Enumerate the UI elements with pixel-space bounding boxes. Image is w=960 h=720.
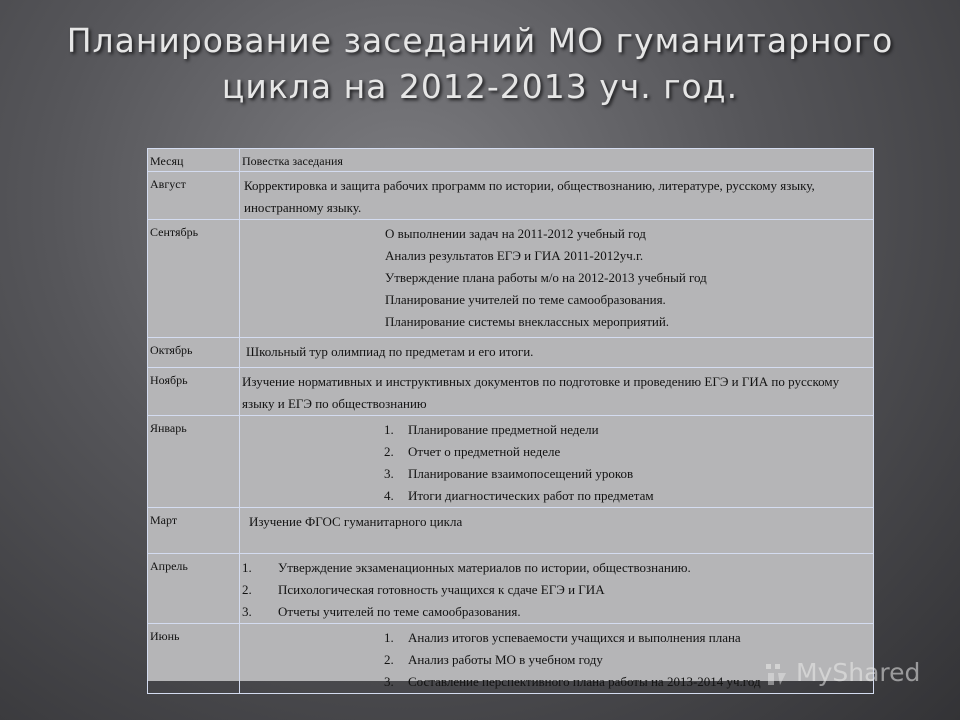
- list-item: Планирование взаимопосещений уроков: [408, 466, 634, 481]
- agenda-list: [242, 557, 871, 623]
- agenda-cell: [240, 554, 874, 624]
- list-item: Анализ результатов ЕГЭ и ГИА 2011-2012уч.г.: [385, 248, 644, 263]
- table-row: [148, 338, 874, 368]
- table-row: [148, 172, 874, 220]
- agenda-cell: Изучение нормативных и инструктивных документов по подготовке и проведению ЕГЭ и ГИА по русскому языку и ЕГЭ по обществознанию: [240, 368, 874, 416]
- list-item: Анализ работы МО в учебном году: [408, 652, 603, 667]
- slide-title: [30, 18, 930, 110]
- header-agenda: Повестка заседания: [240, 149, 874, 172]
- list-item: Планирование системы внеклассных мероприятий.: [385, 314, 670, 329]
- list-item: Анализ итогов успеваемости учащихся и выполнения плана: [408, 630, 741, 645]
- table-row: [148, 554, 874, 624]
- agenda-cell: Школьный тур олимпиад по предметам и его итоги.: [240, 338, 874, 368]
- list-item: Планирование предметной недели: [408, 422, 599, 437]
- table-row: [148, 220, 874, 338]
- agenda-cell: Изучение ФГОС гуманитарного цикла: [240, 508, 874, 554]
- list-item: Утверждение экзаменационных материалов по истории, обществознанию.: [278, 560, 691, 575]
- agenda-cell: [240, 416, 874, 508]
- list-item: Составление перспективного плана работы на 2013-2014 уч.год: [408, 674, 761, 689]
- list-item: О выполнении задач на 2011-2012 учебный год: [385, 226, 646, 241]
- table-row: [148, 416, 874, 508]
- agenda-cell: Корректировка и защита рабочих программ по истории, обществознанию, литературе, русскому языку, иностранному языку.: [240, 172, 874, 220]
- table-row: [148, 508, 874, 554]
- myshared-logo-icon: [764, 661, 792, 687]
- header-month: Месяц: [148, 149, 240, 172]
- month-cell: Август: [148, 172, 240, 220]
- list-item: Итоги диагностических работ по предметам: [408, 488, 654, 503]
- month-cell: Октябрь: [148, 338, 240, 368]
- agenda-list: [242, 223, 871, 333]
- myshared-watermark: [764, 656, 920, 690]
- watermark-text: MyShared: [796, 658, 921, 687]
- list-item: Планирование учителей по теме самообразования.: [385, 292, 666, 307]
- schedule-table: [147, 148, 874, 694]
- month-cell: Ноябрь: [148, 368, 240, 416]
- month-cell: Июнь: [148, 624, 240, 694]
- month-cell: Март: [148, 508, 240, 554]
- table-row: [148, 368, 874, 416]
- list-item: Утверждение плана работы м/о на 2012-2013 учебный год: [385, 270, 707, 285]
- slide-title-line-2: цикла на 2012-2013 уч. год.: [221, 67, 739, 106]
- list-item: Психологическая готовность учащихся к сдаче ЕГЭ и ГИА: [278, 582, 605, 597]
- agenda-list: [242, 419, 871, 507]
- agenda-cell: [240, 220, 874, 338]
- list-item: Отчеты учителей по теме самообразования.: [278, 604, 521, 619]
- month-cell: Сентябрь: [148, 220, 240, 338]
- month-cell: Апрель: [148, 554, 240, 624]
- table-header-row: [148, 149, 874, 172]
- list-item: Отчет о предметной неделе: [408, 444, 561, 459]
- slide-title-line-1: Планирование заседаний МО гуманитарного: [66, 21, 894, 60]
- month-cell: Январь: [148, 416, 240, 508]
